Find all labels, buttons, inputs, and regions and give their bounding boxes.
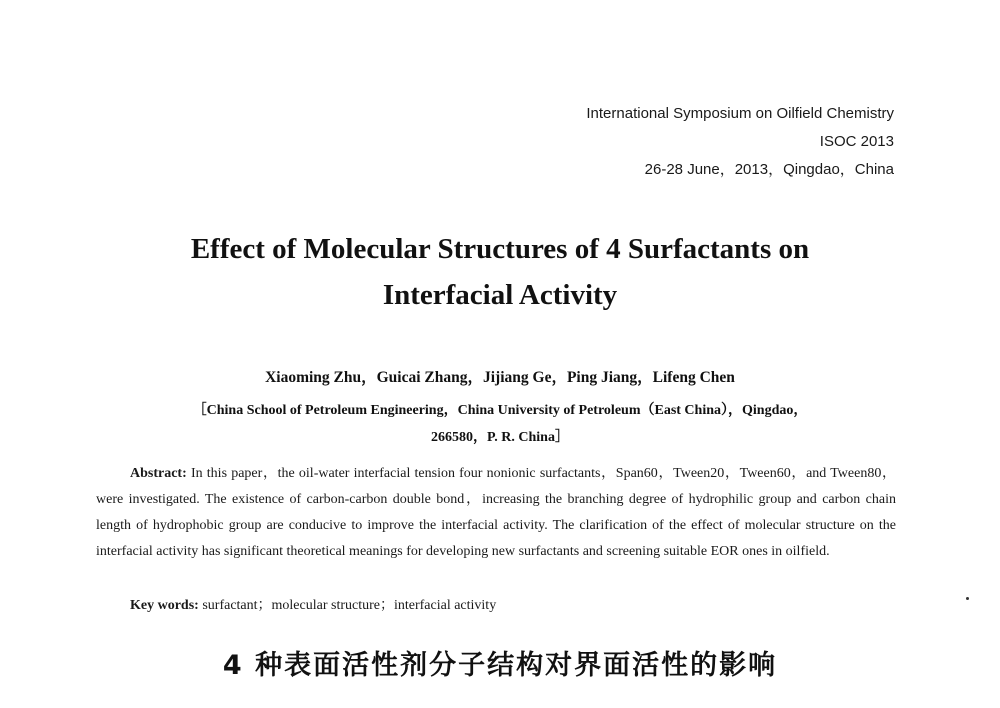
- affiliation-line-2: 266580，P. R. China］: [431, 430, 569, 445]
- affiliation: [140, 397, 860, 451]
- paper-title-line-1: Effect of Molecular Structures of 4 Surfactants on: [190, 233, 810, 265]
- affiliation-line-1: ［China School of Petroleum Engineering，China University of Petroleum（East China），Qingdao，: [192, 403, 808, 418]
- author-list: Xiaoming Zhu，Guicai Zhang，Jijiang Ge，Ping Jiang，Lifeng Chen: [265, 369, 735, 386]
- chinese-title: 4 种表面活性剂分子结构对界面活性的影响: [222, 650, 778, 681]
- conference-name: International Symposium on Oilfield Chemistry: [586, 105, 894, 122]
- abstract: [96, 461, 896, 565]
- scan-speck: [966, 597, 969, 600]
- paper-title: [0, 226, 1000, 318]
- abstract-label: Abstract:: [130, 466, 187, 481]
- conference-date-location: 26-28 June，2013，Qingdao，China: [644, 161, 894, 178]
- keywords-text: surfactant；molecular structure；interfacial activity: [202, 598, 497, 613]
- paper-title-line-2: Interfacial Activity: [382, 279, 618, 311]
- keywords-label: Key words:: [130, 598, 199, 613]
- abstract-text: In this paper，the oil-water interfacial tension four nonionic surfactants，Span60，Tween20，Tween60，and Tween80，were investigated. The existence of carbon-carbon double bond，increasing the branching degree of hydrophilic group and carbon chain length of hydrophobic group are conducive to improve the interfacial activity. The clarification of the effect of molecular structure on the interfacial activity has significant theoretical meanings for developing new surfactants and screening suitable EOR ones in oilfield.: [96, 466, 897, 559]
- conference-header: [586, 100, 894, 184]
- conference-acronym: ISOC 2013: [819, 133, 894, 150]
- keywords: [130, 594, 496, 614]
